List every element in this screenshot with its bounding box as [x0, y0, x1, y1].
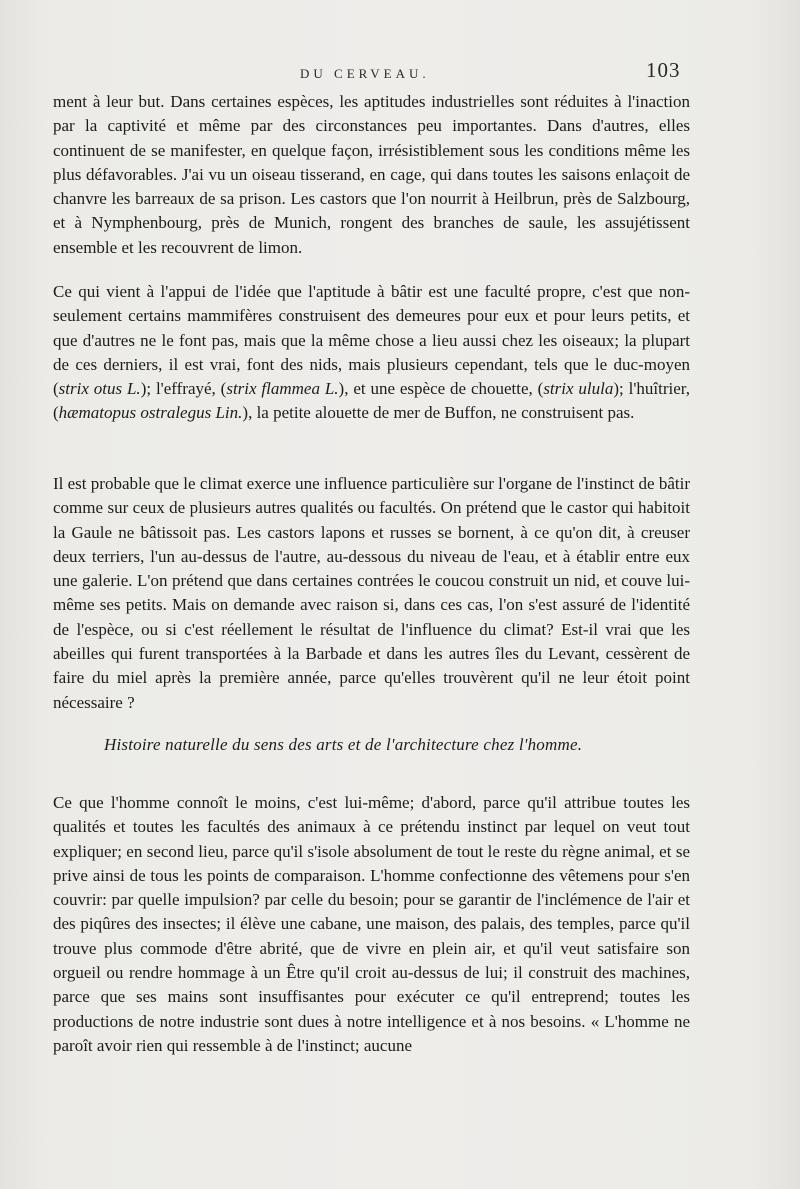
paragraph-2-part-c: ), et une espèce de chouette, ( [338, 379, 544, 399]
paragraph-3 [53, 472, 690, 715]
species-strix-flammea: strix flammea L. [226, 379, 339, 399]
paragraph-1 [53, 90, 690, 260]
paragraph-2-part-a: Ce qui vient à l'appui de l'idée que l'aptitude à bâtir est une faculté propre, c'est que non-seulement certains mammifères construisent des demeures pour eux et pour leurs petits, et que d'autres ne le font pas, mais que la même chose a lieu aussi chez les oiseaux; la plupart de ces derniers, il est vrai, font des nids, mais plusieurs cependant, tels que le duc-moyen ( [53, 282, 690, 399]
paragraph-1-text: ment à leur but. Dans certaines espèces, les aptitudes industrielles sont réduites à l'inaction par la captivité et même par des circonstances peu importantes. Dans d'autres, elles continuent de se manifester, en quelque façon, irrésistiblement sous les conditions même les plus défavorables. J'ai vu un oiseau tisserand, en cage, qui dans toutes les saisons enlaçoit de chanvre les barreaux de sa prison. Les castors que l'on nourrit à Heilbrun, près de Salzbourg, et à Nymphenbourg, près de Munich, rongent des branches de saule, les assujétissent ensemble et les recouvrent de limon. [53, 92, 690, 257]
species-strix-ulula: strix ulula [543, 379, 614, 399]
paragraph-4 [53, 791, 690, 1058]
paragraph-4-text: Ce que l'homme connoît le moins, c'est lui-même; d'abord, parce qu'il attribue toutes les qualités et toutes les facultés des animaux à ce prétendu instinct par lequel on veut tout expliquer; en second lieu, parce qu'il s'isole absolument de tout le reste du règne animal, et se prive ainsi de tous les points de comparaison. L'homme confectionne des vêtemens pour s'en couvrir: par quelle impulsion? par celle du besoin; pour se garantir de l'inclémence de l'air et des piqûres des insectes; il élève une cabane, une maison, des palais, des temples, parce qu'il trouve plus commode d'être abrité, que de vivre en plein air, et qu'il veut satisfaire son orgueil ou rendre hommage à un Être qu'il croit au-dessus de lui; il construit des machines, parce que ses mains sont insuffisantes pour exécuter ce qu'il entreprend; toutes les productions de notre industrie sont dues à notre intelligence et à nos besoins. « L'homme ne paroît avoir rien qui ressemble à de l'instinct; aucune [53, 793, 690, 1055]
page-number: 103 [646, 58, 681, 82]
species-haematopus: hæmatopus ostralegus Lin. [58, 403, 243, 423]
paragraph-2-part-e: ), la petite alouette de mer de Buffon, ne construisent pas. [242, 403, 635, 423]
running-title: DU CERVEAU. [300, 66, 430, 81]
paragraph-2-text [53, 280, 690, 426]
paragraph-3-text: Il est probable que le climat exerce une influence particulière sur l'organe de l'instinct de bâtir comme sur ceux de plusieurs autres qualités ou facultés. On prétend que le castor qui habitoit la Gaule ne bâtissoit pas. Les castors lapons et russes se bornent, à ce qu'on dit, à creuser deux terriers, l'un au-dessus de l'autre, au-dessous du niveau de l'eau, et à établir entre eux une galerie. L'on prétend que dans certaines contrées le coucou construit un nid, et couve lui-même ses petits. Mais on demande avec raison si, dans ces cas, l'on s'est assuré de l'identité de l'espèce, ou si c'est réellement le résultat de l'influence du climat? Est-il vrai que les abeilles qui furent transportées à la Barbade et dans les autres îles du Levant, cessèrent de faire du miel après la première année, parce qu'elles trouvèrent qu'il ne leur étoit point nécessaire ? [53, 474, 690, 712]
species-strix-otus: strix otus L. [58, 379, 141, 399]
paragraph-2-part-b: ); l'effrayé, ( [140, 379, 227, 399]
paragraph-2 [53, 280, 690, 426]
section-heading: Histoire naturelle du sens des arts et de l'architecture chez l'homme. [104, 735, 583, 754]
paragraph-2-part-d: ); l'huîtrier, ( [53, 379, 691, 423]
